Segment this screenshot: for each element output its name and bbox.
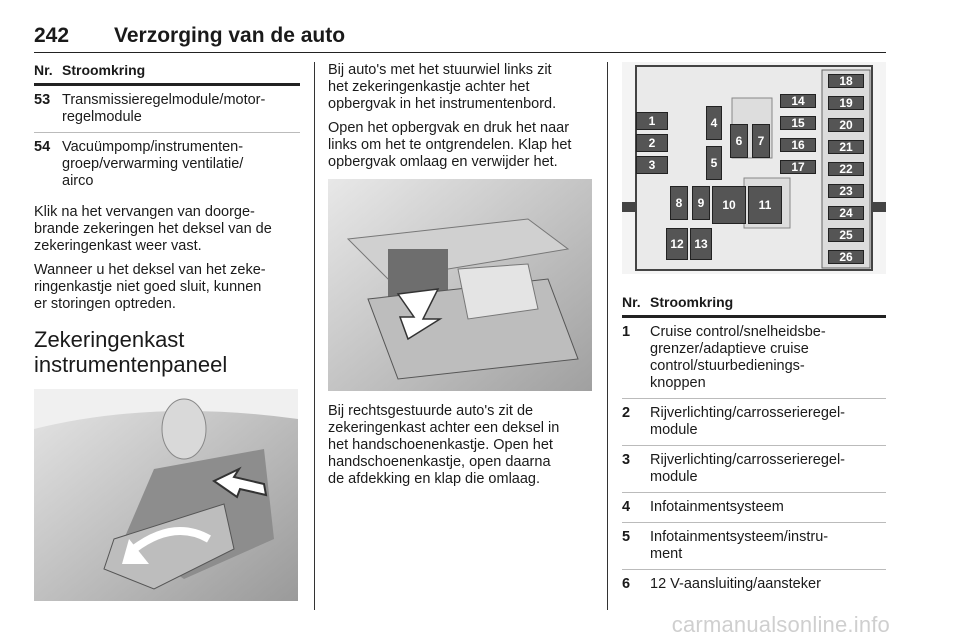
column-1	[34, 62, 300, 601]
glovebox-figure-left	[34, 389, 298, 601]
table-row	[34, 92, 300, 133]
fuse-8: 8	[670, 186, 688, 220]
section-heading: Zekeringenkast instrumentenpaneel	[34, 327, 228, 377]
fuse-4: 4	[706, 106, 722, 140]
fuse-10: 10	[712, 186, 746, 224]
glovebox-illustration	[34, 389, 298, 601]
table-row	[622, 324, 886, 399]
fuse-5: 5	[706, 146, 722, 180]
fuse-22: 22	[828, 162, 864, 176]
glovebox-figure-right	[328, 179, 592, 391]
row-text: Rijverlichting/carrosserieregel- module	[650, 452, 846, 485]
fuse-26: 26	[828, 250, 864, 264]
paragraph: Bij auto's met het stuurwiel links zit het zekeringenkastje achter het opbergvak in het instrumentenbord.	[328, 62, 557, 112]
column-divider	[314, 62, 315, 610]
fuse-24: 24	[828, 206, 864, 220]
fuse-1: 1	[636, 112, 668, 130]
paragraph: Bij rechtsgestuurde auto's zit de zekeringenkast achter een deksel in het handschoenenkastje. Open het handschoenenkastje, open daarna de afdekking en klap die omlaag.	[328, 403, 560, 487]
row-text: Rijverlichting/carrosserieregel- module	[650, 405, 846, 438]
header-circuit: Stroomkring	[650, 294, 734, 310]
fuse-3: 3	[636, 156, 668, 174]
row-nr: 2	[622, 405, 631, 421]
storage-compartment-illustration	[328, 179, 592, 391]
header-nr: Nr.	[34, 62, 53, 78]
row-text: 12 V-aansluiting/aansteker	[650, 576, 821, 592]
fuse-box-diagram	[622, 62, 886, 274]
table-header	[622, 294, 886, 318]
fuse-7: 7	[752, 124, 770, 158]
table-row	[622, 529, 886, 570]
fuse-17: 17	[780, 160, 816, 174]
fuse-11: 11	[748, 186, 782, 224]
fuse-12: 12	[666, 228, 688, 260]
row-nr: 3	[622, 452, 631, 468]
row-nr: 53	[34, 92, 51, 108]
fuse-2: 2	[636, 134, 668, 152]
page-title: Verzorging van de auto	[114, 24, 346, 47]
page-number: 242	[34, 24, 70, 47]
fuse-6: 6	[730, 124, 748, 158]
row-nr: 54	[34, 139, 51, 155]
header-nr: Nr.	[622, 294, 641, 310]
table-row	[622, 405, 886, 446]
fuse-19: 19	[828, 96, 864, 110]
row-text: Transmissieregelmodule/motor- regelmodule	[62, 92, 266, 125]
table-row	[622, 499, 886, 523]
paragraph: Open het opbergvak en druk het naar links om het te ontgrendelen. Klap het opbergvak omlaag en verwijder het.	[328, 120, 572, 170]
fuse-16: 16	[780, 138, 816, 152]
fuse-13: 13	[690, 228, 712, 260]
table-row	[622, 452, 886, 493]
row-text: Infotainmentsysteem/instru- ment	[650, 529, 829, 562]
paragraph: Wanneer u het deksel van het zeke- ringenkastje niet goed sluit, kunnen er storingen optreden.	[34, 262, 266, 312]
row-nr: 5	[622, 529, 631, 545]
fuse-20: 20	[828, 118, 864, 132]
column-3	[622, 62, 886, 593]
row-nr: 1	[622, 324, 631, 340]
fuse-25: 25	[828, 228, 864, 242]
fuse-15: 15	[780, 116, 816, 130]
column-2	[328, 62, 594, 495]
watermark: carmanualsonline.info	[671, 612, 890, 637]
row-nr: 4	[622, 499, 631, 515]
fuse-21: 21	[828, 140, 864, 154]
row-text: Cruise control/snelheidsbe- grenzer/adaptieve cruise control/stuurbedienings- knoppen	[650, 324, 826, 391]
page-header	[34, 22, 886, 53]
row-nr: 6	[622, 576, 631, 592]
row-text: Vacuümpomp/instrumenten- groep/verwarming ventilatie/ airco	[62, 139, 244, 189]
paragraph: Klik na het vervangen van doorge- brande zekeringen het deksel van de zekeringenkast weer vast.	[34, 204, 272, 254]
fuse-9: 9	[692, 186, 710, 220]
table-header	[34, 62, 300, 86]
table-row	[622, 576, 886, 593]
column-divider	[607, 62, 608, 610]
header-circuit: Stroomkring	[62, 62, 146, 78]
fuse-23: 23	[828, 184, 864, 198]
row-text: Infotainmentsysteem	[650, 499, 784, 515]
fuse-18: 18	[828, 74, 864, 88]
fuse-14: 14	[780, 94, 816, 108]
table-row	[34, 139, 300, 190]
